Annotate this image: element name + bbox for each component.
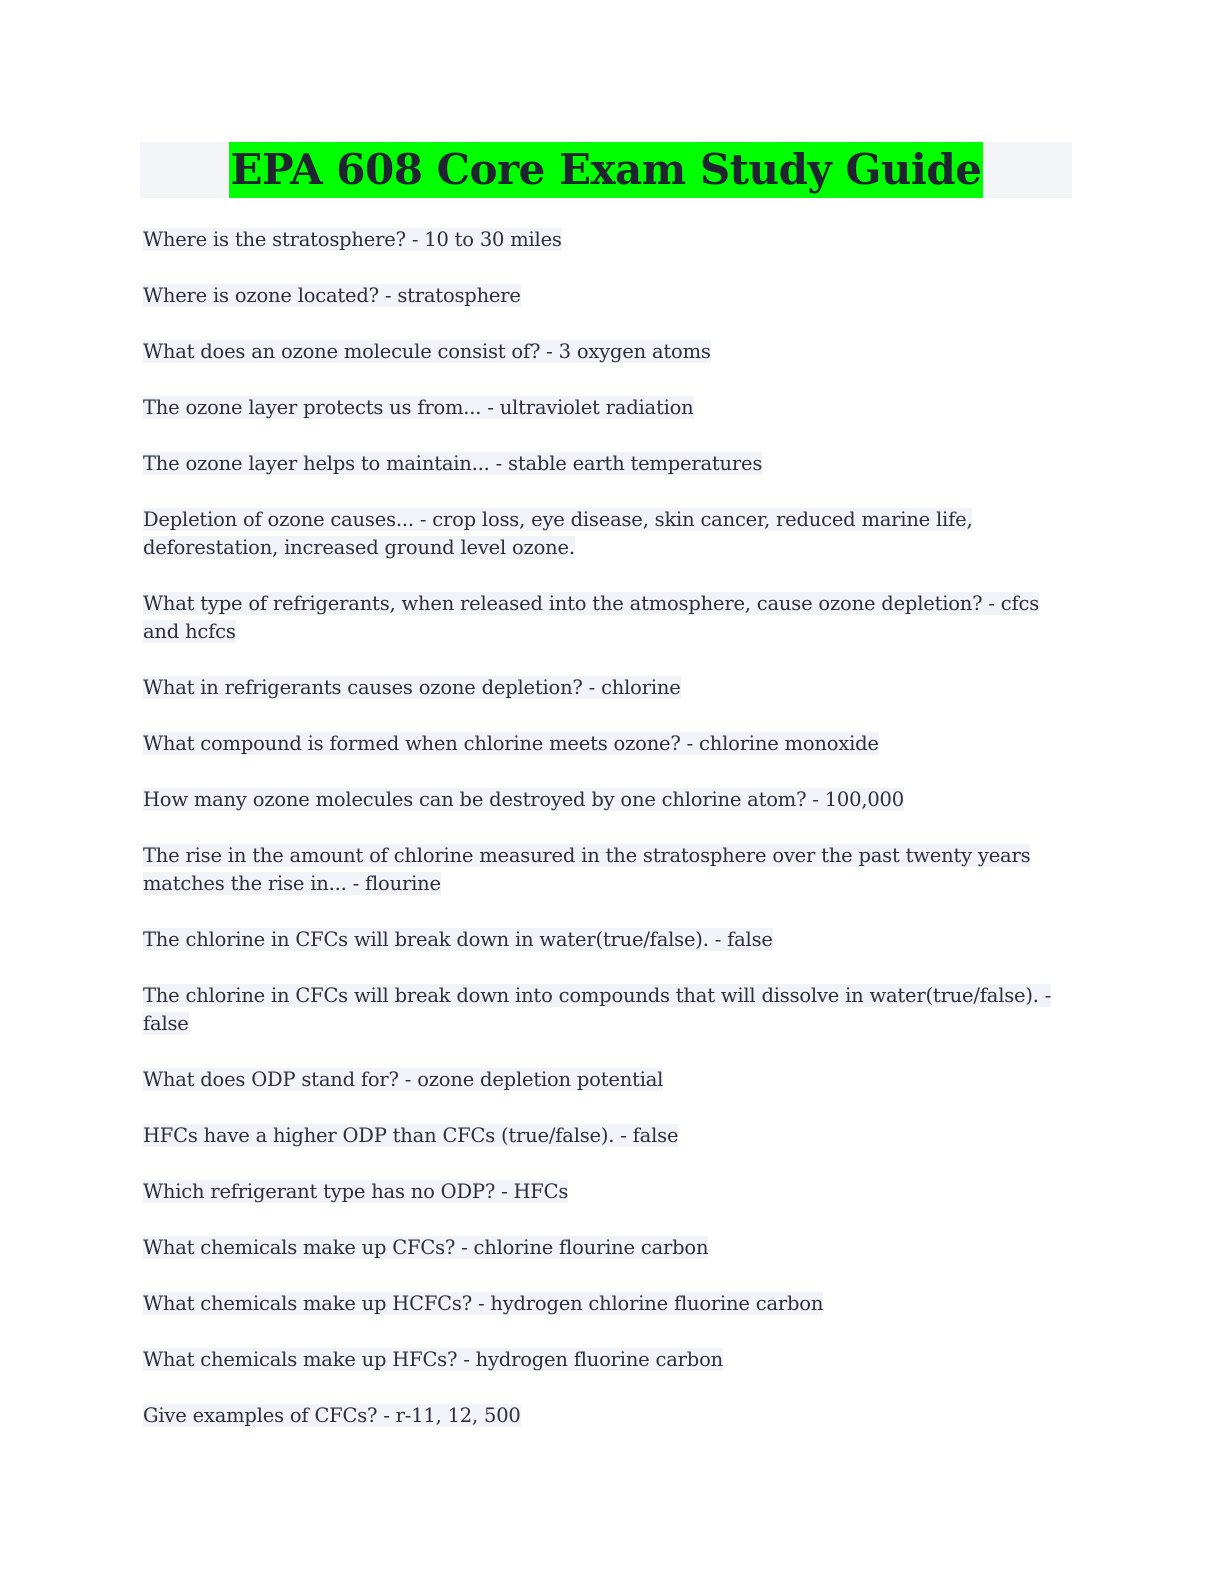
qa-text: What chemicals make up HFCs? - hydrogen fluorine carbon bbox=[143, 1348, 723, 1371]
list-item bbox=[143, 674, 1072, 702]
qa-text: HFCs have a higher ODP than CFCs (true/false). - false bbox=[143, 1124, 679, 1147]
qa-text: Depletion of ozone causes... - crop loss, eye disease, skin cancer, reduced marine life, deforestation, increased ground level ozone. bbox=[143, 508, 973, 559]
qa-text: The chlorine in CFCs will break down in water(true/false). - false bbox=[143, 928, 773, 951]
qa-text: The rise in the amount of chlorine measured in the stratosphere over the past twenty years matches the rise in... - flourine bbox=[143, 844, 1031, 895]
list-item bbox=[143, 590, 1072, 646]
qa-text: The chlorine in CFCs will break down into compounds that will dissolve in water(true/false). - false bbox=[143, 984, 1052, 1035]
list-item bbox=[143, 1122, 1072, 1150]
qa-text: What compound is formed when chlorine meets ozone? - chlorine monoxide bbox=[143, 732, 879, 755]
page-title: EPA 608 Core Exam Study Guide bbox=[229, 142, 984, 198]
qa-text: Where is the stratosphere? - 10 to 30 miles bbox=[143, 228, 562, 251]
list-item bbox=[143, 394, 1072, 422]
list-item bbox=[143, 282, 1072, 310]
list-item bbox=[143, 730, 1072, 758]
list-item bbox=[143, 1346, 1072, 1374]
qa-text: What in refrigerants causes ozone depletion? - chlorine bbox=[143, 676, 681, 699]
qa-text: The ozone layer helps to maintain... - stable earth temperatures bbox=[143, 452, 763, 475]
qa-text: What does an ozone molecule consist of? - 3 oxygen atoms bbox=[143, 340, 711, 363]
qa-text: Where is ozone located? - stratosphere bbox=[143, 284, 521, 307]
list-item bbox=[143, 982, 1072, 1038]
list-item bbox=[143, 786, 1072, 814]
list-item bbox=[143, 926, 1072, 954]
qa-list bbox=[143, 226, 1072, 1430]
qa-text: How many ozone molecules can be destroyed by one chlorine atom? - 100,000 bbox=[143, 788, 904, 811]
list-item bbox=[143, 842, 1072, 898]
list-item bbox=[143, 450, 1072, 478]
list-item bbox=[143, 1402, 1072, 1430]
qa-text: Give examples of CFCs? - r-11, 12, 500 bbox=[143, 1404, 521, 1427]
list-item bbox=[143, 226, 1072, 254]
document-page bbox=[140, 142, 1072, 1458]
title-band bbox=[140, 142, 1072, 198]
list-item bbox=[143, 338, 1072, 366]
qa-text: What type of refrigerants, when released into the atmosphere, cause ozone depletion? - cfcs and hcfcs bbox=[143, 592, 1040, 643]
qa-text: What does ODP stand for? - ozone depletion potential bbox=[143, 1068, 664, 1091]
list-item bbox=[143, 1066, 1072, 1094]
qa-text: The ozone layer protects us from... - ultraviolet radiation bbox=[143, 396, 694, 419]
qa-text: What chemicals make up HCFCs? - hydrogen chlorine fluorine carbon bbox=[143, 1292, 824, 1315]
list-item bbox=[143, 1178, 1072, 1206]
qa-text: Which refrigerant type has no ODP? - HFCs bbox=[143, 1180, 569, 1203]
list-item bbox=[143, 506, 1072, 562]
qa-text: What chemicals make up CFCs? - chlorine flourine carbon bbox=[143, 1236, 709, 1259]
list-item bbox=[143, 1290, 1072, 1318]
list-item bbox=[143, 1234, 1072, 1262]
